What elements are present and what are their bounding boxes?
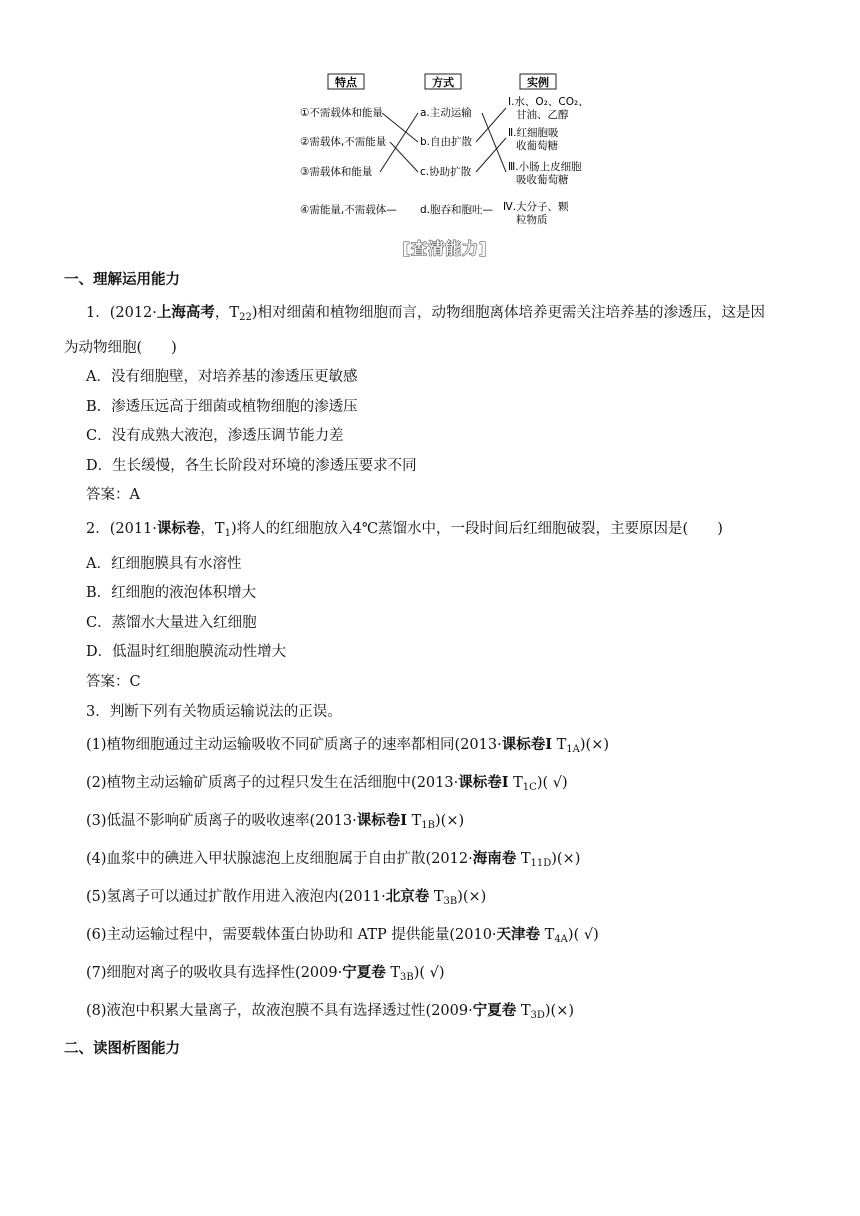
q2-answer: 答案：C <box>86 674 141 690</box>
header-features: 特点 <box>335 76 357 89</box>
feature-3: ③需载体和能量 <box>300 166 373 178</box>
example-2-line2: 收葡萄糖 <box>516 140 558 152</box>
header-modes: 方式 <box>432 76 454 89</box>
q2-option-c: C．蒸馏水大量进入红细胞 <box>86 615 257 631</box>
diagram-svg <box>290 68 620 228</box>
q1-answer: 答案：A <box>86 487 140 503</box>
q3-item: (4)血浆中的碘进入甲状腺滤泡上皮细胞属于自由扩散(2012·海南卷 $T_{11D})(\times)$ <box>86 850 581 869</box>
q1-option-d: D．生长缓慢，各生长阶段对环境的渗透压要求不同 <box>86 458 417 474</box>
section-tag-check-ability: [查清能力] <box>402 239 488 258</box>
q3-item: (6)主动运输过程中，需要载体蛋白协助和 ATP 提供能量(2010·天津卷 $T_{4A}$)( √) <box>86 926 599 945</box>
example-4-line1: Ⅳ.大分子、颗 <box>503 201 569 213</box>
q2-option-a: A．红细胞膜具有水溶性 <box>86 556 242 572</box>
q3-item: (1)植物细胞通过主动运输吸收不同矿质离子的速率都相同(2013·课标卷Ⅰ $T_{1A})(\times)$ <box>86 736 610 755</box>
q2-stem: 2．(2011·课标卷，$T_1$)将人的红细胞放入4℃蒸馏水中，一段时间后红细胞破裂，主要原因是( ) <box>86 520 723 539</box>
q3-item: (8)液泡中积累大量离子，故液泡膜不具有选择透过性(2009·宁夏卷 $T_{3D})(\times)$ <box>86 1002 575 1021</box>
q3-item: (7)细胞对离子的吸收具有选择性(2009·宁夏卷 $T_{3B}$)( √) <box>86 964 445 983</box>
feature-4: ④需能量,不需载体— <box>300 204 397 216</box>
mode-c: c.协助扩散 <box>420 166 472 178</box>
example-3-line1: Ⅲ.小肠上皮细胞 <box>508 161 582 173</box>
mode-b: b.自由扩散 <box>420 136 473 148</box>
header-examples: 实例 <box>527 76 549 89</box>
q1-option-c: C．没有成熟大液泡，渗透压调节能力差 <box>86 428 344 444</box>
q1-option-b: B．渗透压远高于细菌或植物细胞的渗透压 <box>86 399 358 415</box>
q3-intro: 3．判断下列有关物质运输说法的正误。 <box>86 704 342 720</box>
heading-understanding-ability: 一、理解运用能力 <box>64 271 180 288</box>
example-4-line2: 粒物质 <box>516 214 548 226</box>
q3-item: (5)氢离子可以通过扩散作用进入液泡内(2011·北京卷 $T_{3B})(\times)$ <box>86 888 487 907</box>
feature-2: ②需载体,不需能量 <box>300 136 387 148</box>
q2-option-d: D．低温时红细胞膜流动性增大 <box>86 644 287 660</box>
q3-item: (2)植物主动运输矿质离子的过程只发生在活细胞中(2013·课标卷Ⅰ $T_{1C}$)( √) <box>86 774 568 793</box>
example-2-line1: Ⅱ.红细胞吸 <box>508 127 559 139</box>
q1-stem-line1: 1．(2012·上海高考，$T_{22}$)相对细菌和植物细胞而言，动物细胞离体培养更需关注培养基的渗透压，这是因 <box>86 304 765 323</box>
transport-methods-diagram <box>290 68 620 228</box>
q1-stem-line2: 为动物细胞( ) <box>64 340 177 356</box>
mode-d: d.胞吞和胞吐— <box>420 204 494 216</box>
example-3-line2: 吸收葡萄糖 <box>516 174 569 186</box>
mode-example-connectors <box>476 108 506 172</box>
feature-1: ①不需载体和能量 <box>300 107 383 119</box>
example-1-line1: Ⅰ.水、O₂、CO₂、 <box>508 96 589 108</box>
q3-item: (3)低温不影响矿质离子的吸收速率(2013·课标卷Ⅰ $T_{1B})(\times)$ <box>86 812 465 831</box>
q1-option-a: A．没有细胞壁，对培养基的渗透压更敏感 <box>86 369 358 385</box>
heading-graph-analysis-ability: 二、读图析图能力 <box>64 1040 180 1057</box>
mode-a: a.主动运输 <box>420 107 472 119</box>
q2-option-b: B．红细胞的液泡体积增大 <box>86 585 257 601</box>
example-1-line2: 甘油、乙醇 <box>516 109 569 121</box>
